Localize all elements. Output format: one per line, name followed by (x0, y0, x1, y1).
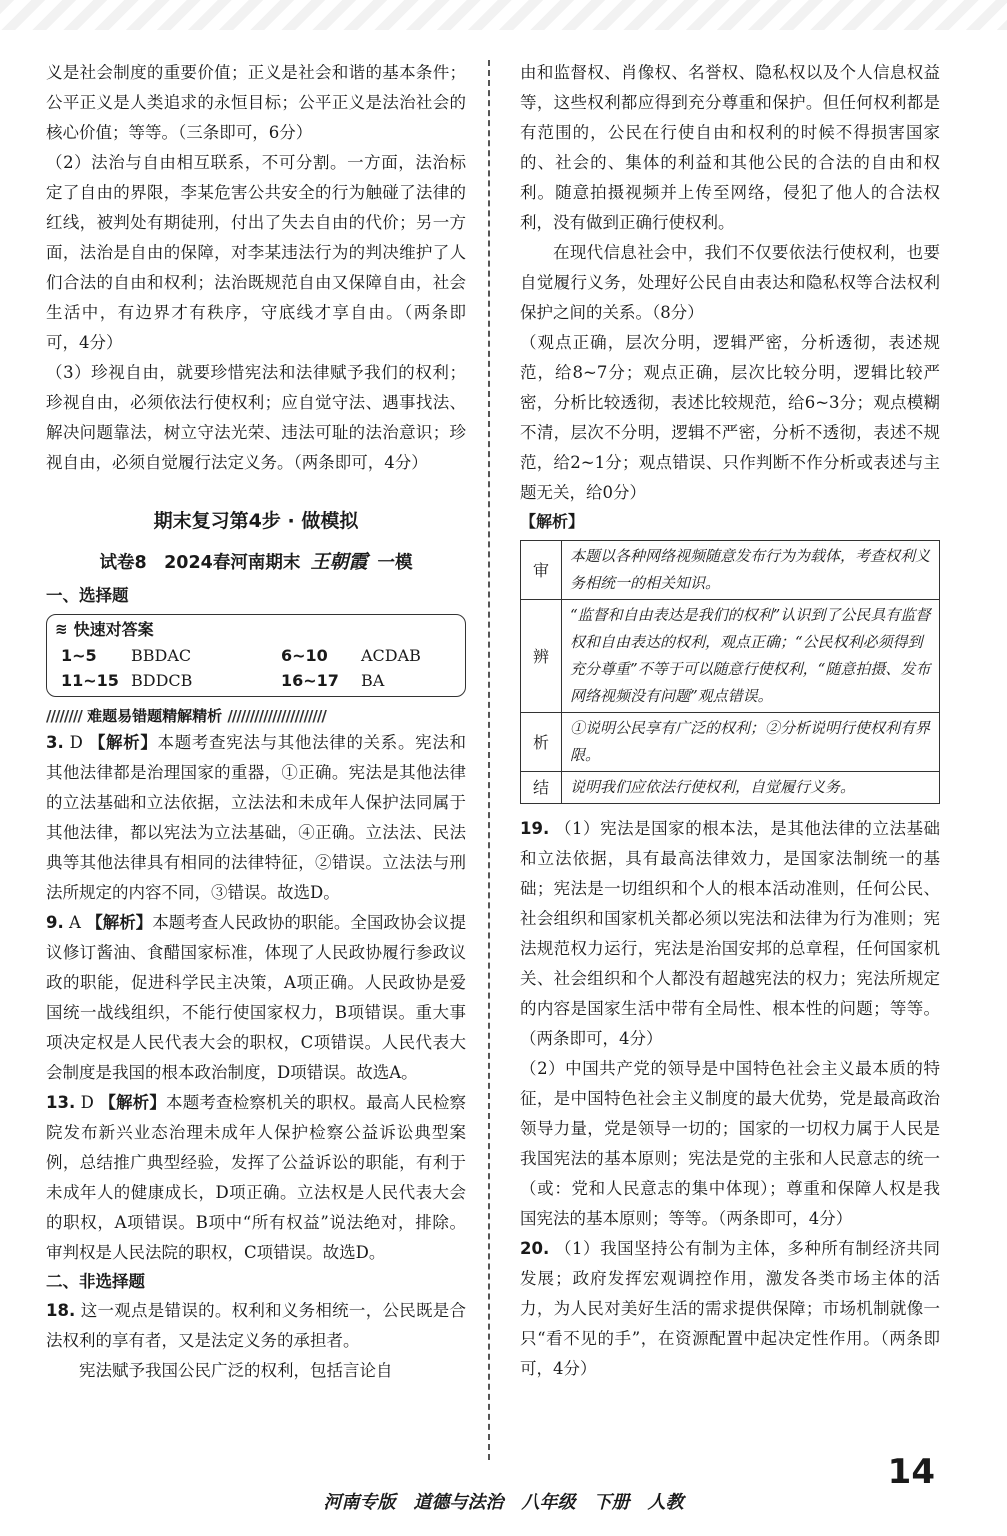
answer-range: 1~5 (61, 646, 97, 665)
left-para-2: （2）法治与自由相互联系，不可分割。一方面，法治标定了自由的界限，李某危害公共安全的行为触碰了法律的红线，被判处有期徒刑，付出了失去自由的代价；另一方面，法治是自由的保障，对李某违法行为的判决维护了人们合法的自由和权利；法治既规范自由又保障自由，社会生活中，有边界才有秩序，守底线才享自由。（两条即可，4分） (46, 153, 466, 352)
right-para-1: 由和监督权、肖像权、名誉权、隐私权以及个人信息权益等，这些权利都应得到充分尊重和保护。但任何权利都是有范围的，公民在行使自由和权利的时候不得损害国家的、社会的、集体的利益和其他公民的合法的自由和权利。随意拍摄视频并上传至网络，侵犯了他人的合法权利，没有做到正确行使权利。 (520, 63, 940, 232)
analysis-key: 析 (521, 713, 562, 772)
question-number: 18. (46, 1301, 76, 1320)
paper-title (46, 547, 466, 574)
question-number: 3. (46, 733, 64, 752)
answer-value: BA (361, 671, 385, 690)
question-text: （1）宪法是国家的根本法，是其他法律的立法基础和立法依据，具有最高法律效力，是国家法制统一的基础；宪法是一切组织和个人的根本活动准则，任何公民、社会组织和国家机关都必须以宪法和法律为行为准则；宪法规范权力运行，宪法是治国安邦的总章程，任何国家机关、社会组织和个人都没有超越宪法的权力；宪法所规定的内容是国家生活中带有全局性、根本性的问题；等等。（两条即可，4分） (520, 819, 941, 1048)
answer-range: 6~10 (281, 646, 328, 665)
question-9 (46, 908, 466, 1088)
question-number: 13. (46, 1093, 76, 1112)
hatch-decoration: ////////////////////// (227, 707, 326, 725)
analysis-row (521, 713, 940, 772)
question-18 (46, 1296, 466, 1356)
question-3 (46, 728, 466, 908)
answer-value: ACDAB (361, 646, 421, 665)
page-footer: 河南专版 道德与法治 八年级 下册 人教 (323, 1492, 684, 1513)
watermark-logo (847, 1448, 997, 1528)
quick-answer-header (47, 615, 465, 642)
question-number: 19. (520, 819, 550, 838)
question-text: 本题考查宪法与其他法律的关系。宪法和其他法律都是治理国家的重器，①正确。宪法是其他法律的立法基础和立法依据，立法法和未成年人保护法同属于其他法律，都以宪法为立法基础，④正确。立法法、民法典等其他法律具有相同的法律特征，②错误。立法法与刑法所规定的内容不同，③错误。故选D。 (46, 733, 466, 902)
question-number: 9. (46, 913, 64, 932)
answer-range: 16~17 (281, 671, 339, 690)
paper-title-signature: 王朝霞 (310, 551, 368, 573)
question-20 (520, 1234, 940, 1384)
analysis-key: 辨 (521, 600, 562, 713)
question-answer: D (80, 1093, 94, 1112)
scoring-criteria: （观点正确，层次分明，逻辑严密，分析透彻，表述规范，给8~7分；观点正确，层次比较分明，逻辑比较严密，分析比较透彻，表述比较规范，给6~3分；观点模糊不清，层次不分明，逻辑不严密，分析不透彻，表述不规范，给2~1分；观点错误、只作判断不作分析或表述与主题无关，给0分） (520, 333, 940, 502)
analysis-row (521, 600, 940, 713)
answer-value: BDDCB (131, 671, 193, 690)
analysis-row (521, 772, 940, 804)
analysis-tag: 【解析】 (99, 1093, 167, 1112)
right-para-2: 在现代信息社会中，我们不仅要依法行使权利，也要自觉履行义务，处理好公民自由表达和隐私权等合法权利保护之间的关系。（8分） (520, 243, 940, 322)
left-column (46, 58, 466, 1386)
answer-range: 11~15 (61, 671, 119, 690)
hatch-decoration: //////// (46, 707, 82, 725)
analysis-key: 结 (521, 772, 562, 804)
quick-answer-title: 快速对答案 (73, 620, 154, 639)
question-text: 本题考查检察机关的职权。最高人民检察院发布新兴业态治理未成年人保护检察公益诉讼典型案例，总结推广典型经验，发挥了公益诉讼的职能，有利于未成年人的健康成长，D项正确。立法权是人民代表大会的职权，A项错误。B项中“所有权益”说法绝对，排除。审判权是人民法院的职权，C项错误。故选D。 (46, 1093, 466, 1262)
analysis-table (520, 540, 940, 804)
question-19-part-2: （2）中国共产党的领导是中国特色社会主义最本质的特征，是中国特色社会主义制度的最大优势，党是最高政治领导力量，党是领导一切的；国家的一切权力属于人民是我国宪法的基本原则；宪法是党的主张和人民意志的统一（或：党和人民意志的集中体现）；尊重和保障人权是我国宪法的基本原则；等等。（两条即可，4分） (520, 1059, 940, 1228)
question-13 (46, 1088, 466, 1268)
question-text: 这一观点是错误的。权利和义务相统一，公民既是合法权利的享有者，又是法定义务的承担者。 (46, 1301, 467, 1350)
question-answer: A (69, 913, 81, 932)
question-number: 20. (520, 1239, 550, 1258)
analysis-tag: 【解析】 (88, 733, 158, 752)
question-answer: D (69, 733, 83, 752)
wave-icon: ≋ (55, 619, 68, 638)
analysis-value: 本题以各种网络视频随意发布行为为载体，考查权利义务相统一的相关知识。 (562, 541, 940, 600)
nonchoice-heading: 二、非选择题 (46, 1272, 145, 1291)
question-18-continued: 宪法赋予我国公民广泛的权利，包括言论自 (79, 1361, 393, 1380)
paper-title-a: 试卷8 2024春河南期末 (99, 553, 301, 573)
page-number: 14 (887, 1452, 935, 1492)
paper-title-b: 一模 (377, 553, 413, 573)
top-decorative-band (0, 0, 1007, 30)
banner-text: 难题易错题精解精析 (87, 707, 223, 725)
answer-value: BBDAC (131, 646, 192, 665)
question-text: （1）我国坚持公有制为主体，多种所有制经济共同发展；政府发挥宏观调控作用，激发各类市场主体的活力，为人民对美好生活的需求提供保障；市场机制就像一只“看不见的手”，在资源配置中起决定性作用。（两条即可，4分） (520, 1239, 941, 1378)
quick-answer-box (46, 614, 466, 697)
analysis-tag: 【解析】 (86, 913, 153, 932)
right-column (520, 58, 940, 1384)
question-19 (520, 814, 940, 1054)
column-divider (488, 60, 490, 1460)
answer-grid (47, 642, 465, 690)
analysis-value: “监督和自由表达是我们的权利”认识到了公民具有监督权和自由表达的权利，观点正确；“公民权利必须得到充分尊重”不等于可以随意行使权利，“随意拍摄、发布网络视频没有问题”观点错误。 (562, 600, 940, 713)
left-para-3: （3）珍视自由，就要珍惜宪法和法律赋予我们的权利；珍视自由，必须依法行使权利；应自觉守法、遇事找法、解决问题靠法，树立守法光荣、违法可耻的法治意识；珍视自由，必须自觉履行法定义务。（两条即可，4分） (46, 363, 466, 472)
analysis-heading: 【解析】 (520, 512, 585, 531)
choice-heading: 一、选择题 (46, 586, 129, 605)
left-para-1: 义是社会制度的重要价值；正义是社会和谐的基本条件；公平正义是人类追求的永恒目标；公平正义是法治社会的核心价值；等等。（三条即可，6分） (46, 63, 466, 142)
analysis-key: 审 (521, 541, 562, 600)
analysis-value: 说明我们应依法行使权利，自觉履行义务。 (562, 772, 940, 804)
section-title: 期末复习第4步 · 做模拟 (153, 510, 359, 532)
question-text: 本题考查人民政协的职能。全国政协会议提议修订酱油、食醋国家标准，体现了人民政协履行参政议政的职能，促进科学民主决策，A项正确。人民政协是爱国统一战线组织，不能行使国家权力，B项错误。重大事项决定权是人民代表大会的职权，C项错误。人民代表大会制度是我国的根本政治制度，D项错误。故选A。 (46, 913, 467, 1082)
analysis-value: ①说明公民享有广泛的权利；②分析说明行使权利有界限。 (562, 713, 940, 772)
analysis-row (521, 541, 940, 600)
hard-questions-banner (46, 705, 466, 726)
